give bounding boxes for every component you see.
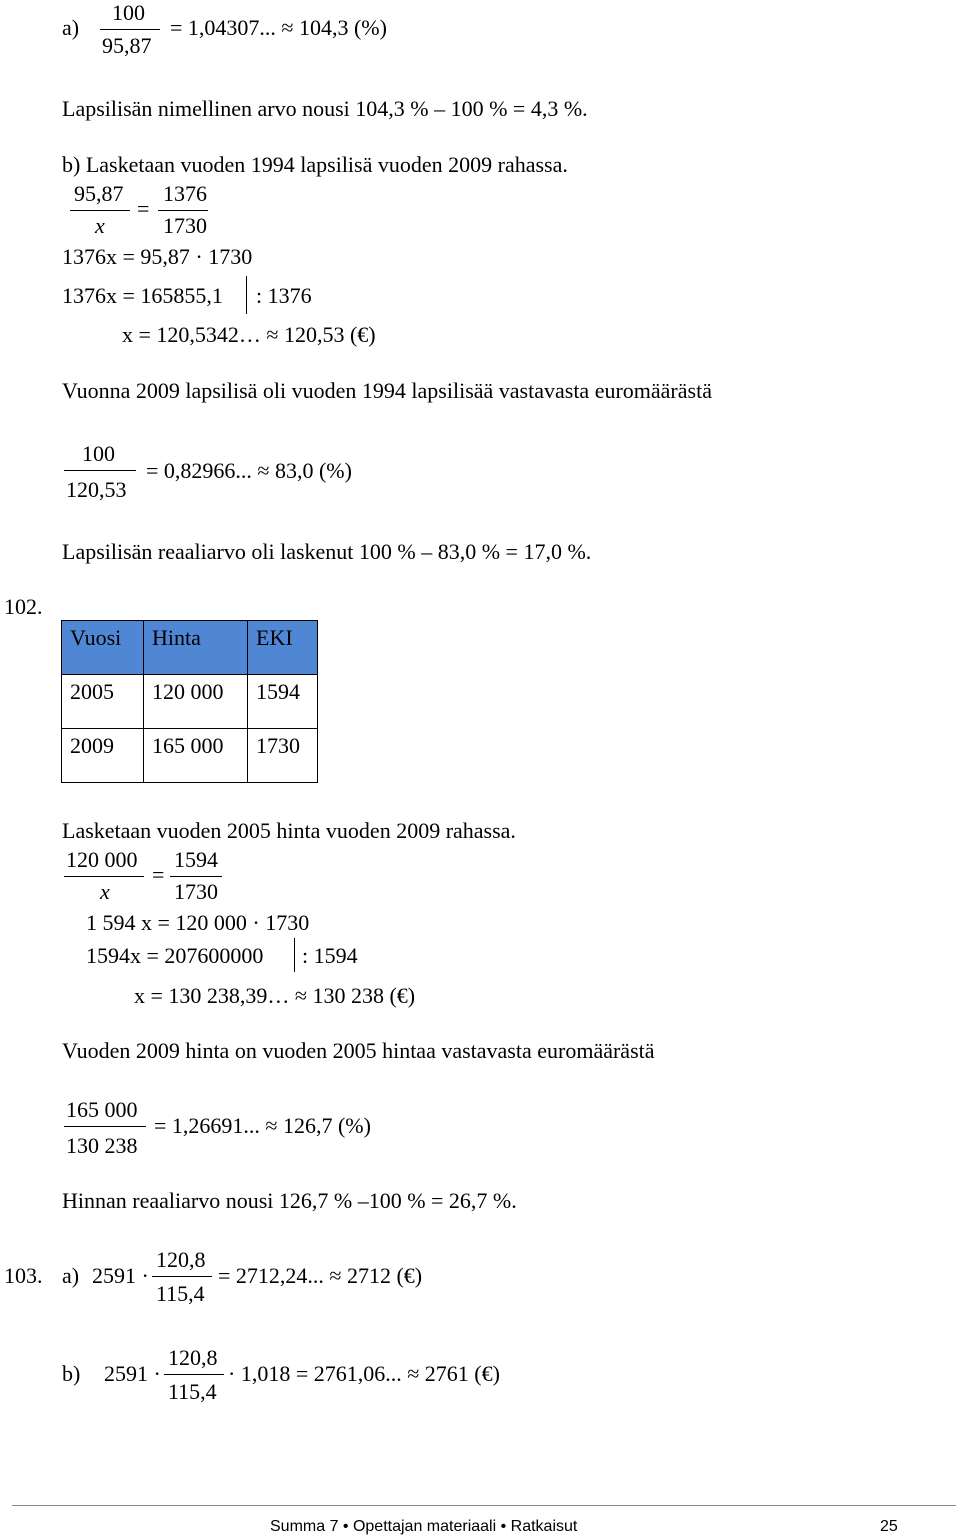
table-cell: 2009 <box>62 729 144 783</box>
p101-b-eq1-den-right: 1730 <box>163 213 207 238</box>
p101-a-fraction-bar <box>100 29 160 30</box>
table-header-index: EKI <box>248 621 318 675</box>
p102-eq1-bar-left <box>64 876 144 877</box>
p103-number: 103. <box>4 1263 43 1288</box>
p103-a-denominator: 115,4 <box>156 1281 205 1306</box>
p103-b-lhs: 2591 · <box>104 1361 161 1386</box>
p103-a-numerator: 120,8 <box>156 1247 206 1272</box>
p102-table <box>61 620 318 783</box>
p101-b-intro: b) Lasketaan vuoden 1994 lapsilisä vuoden 2009 rahassa. <box>62 152 568 177</box>
p101-nominal-text: Lapsilisän nimellinen arvo nousi 104,3 % – 100 % = 4,3 %. <box>62 96 588 121</box>
p101-b-text2: Vuonna 2009 lapsilisä oli vuoden 1994 lapsilisää vastavasta euromäärästä <box>62 378 712 403</box>
p101-b-frac2-result: = 0,82966... ≈ 83,0 (%) <box>146 458 352 483</box>
table-cell: 2005 <box>62 675 144 729</box>
p102-eq1-den-left: x <box>100 879 110 904</box>
p102-eq3: 1594x = 207600000 <box>86 943 264 968</box>
footer-title: Summa 7 • Opettajan materiaali • Ratkaisut <box>270 1518 578 1535</box>
p102-eq1-bar-right <box>170 876 222 877</box>
p101-b-eq1-den-left: x <box>95 213 105 238</box>
p101-b-frac2-bar <box>64 470 136 471</box>
p103-a-fraction-bar <box>152 1276 212 1277</box>
p102-eq3-division: : 1594 <box>302 943 358 968</box>
p103-a-lhs: 2591 · <box>92 1263 149 1288</box>
table-row <box>62 729 318 783</box>
footer-page-number: 25 <box>880 1518 898 1535</box>
table-header-year: Vuosi <box>62 621 144 675</box>
table-header-price: Hinta <box>144 621 248 675</box>
p102-number: 102. <box>4 594 43 619</box>
p103-b-fraction-bar <box>164 1374 224 1375</box>
p101-b-eq3: 1376x = 165855,1 <box>62 283 223 308</box>
p101-a-numerator: 100 <box>112 0 145 25</box>
p102-eq1-den-right: 1730 <box>174 879 218 904</box>
footer-divider <box>12 1505 956 1506</box>
p101-a-result: = 1,04307... ≈ 104,3 (%) <box>170 15 387 40</box>
p101-a-label: a) <box>62 15 80 40</box>
p102-text3: Hinnan reaaliarvo nousi 126,7 % –100 % = 26,7 %. <box>62 1188 517 1213</box>
p102-intro: Lasketaan vuoden 2005 hinta vuoden 2009 rahassa. <box>62 818 516 843</box>
p101-b-eq1-bar-left <box>70 210 130 211</box>
p102-frac2-bar <box>64 1126 146 1127</box>
table-cell: 1594 <box>248 675 318 729</box>
table-row <box>62 675 318 729</box>
p102-frac2-numerator: 165 000 <box>66 1097 138 1122</box>
table-cell: 165 000 <box>144 729 248 783</box>
table-header-row <box>62 621 318 675</box>
p101-b-text3: Lapsilisän reaaliarvo oli laskenut 100 % – 83,0 % = 17,0 %. <box>62 539 592 564</box>
p103-b-result: · 1,018 = 2761,06... ≈ 2761 (€) <box>228 1361 500 1386</box>
p103-a-result: = 2712,24... ≈ 2712 (€) <box>218 1263 423 1288</box>
p102-frac2-result: = 1,26691... ≈ 126,7 (%) <box>154 1113 371 1138</box>
p102-eq1-equals: = <box>152 862 165 887</box>
p102-eq1-num-left: 120 000 <box>66 847 138 872</box>
table-cell: 1730 <box>248 729 318 783</box>
p101-a-denominator: 95,87 <box>102 33 152 58</box>
p101-b-eq1-num-right: 1376 <box>163 181 207 206</box>
table-cell: 120 000 <box>144 675 248 729</box>
p101-b-eq2: 1376x = 95,87 · 1730 <box>62 244 253 269</box>
p103-a-label: a) <box>62 1263 80 1288</box>
p102-eq2: 1 594 x = 120 000 · 1730 <box>86 910 310 935</box>
p101-b-eq1-bar-right <box>158 210 208 211</box>
p102-frac2-denominator: 130 238 <box>66 1133 138 1158</box>
p102-text2: Vuoden 2009 hinta on vuoden 2005 hintaa vastavasta euromäärästä <box>62 1038 655 1063</box>
p103-b-label: b) <box>62 1361 81 1386</box>
p101-b-frac2-denominator: 120,53 <box>66 477 127 502</box>
p101-b-eq3-divider <box>246 276 247 314</box>
p101-b-eq1-equals: = <box>137 196 150 221</box>
p101-b-eq3-division: : 1376 <box>256 283 312 308</box>
p103-b-denominator: 115,4 <box>168 1379 217 1404</box>
p103-b-numerator: 120,8 <box>168 1345 218 1370</box>
p101-b-eq4: x = 120,5342… ≈ 120,53 (€) <box>122 322 376 347</box>
p102-eq3-divider <box>294 938 295 972</box>
p102-eq4: x = 130 238,39… ≈ 130 238 (€) <box>134 983 416 1008</box>
p101-b-frac2-numerator: 100 <box>82 441 115 466</box>
p101-b-eq1-num-left: 95,87 <box>74 181 124 206</box>
p102-eq1-num-right: 1594 <box>174 847 218 872</box>
